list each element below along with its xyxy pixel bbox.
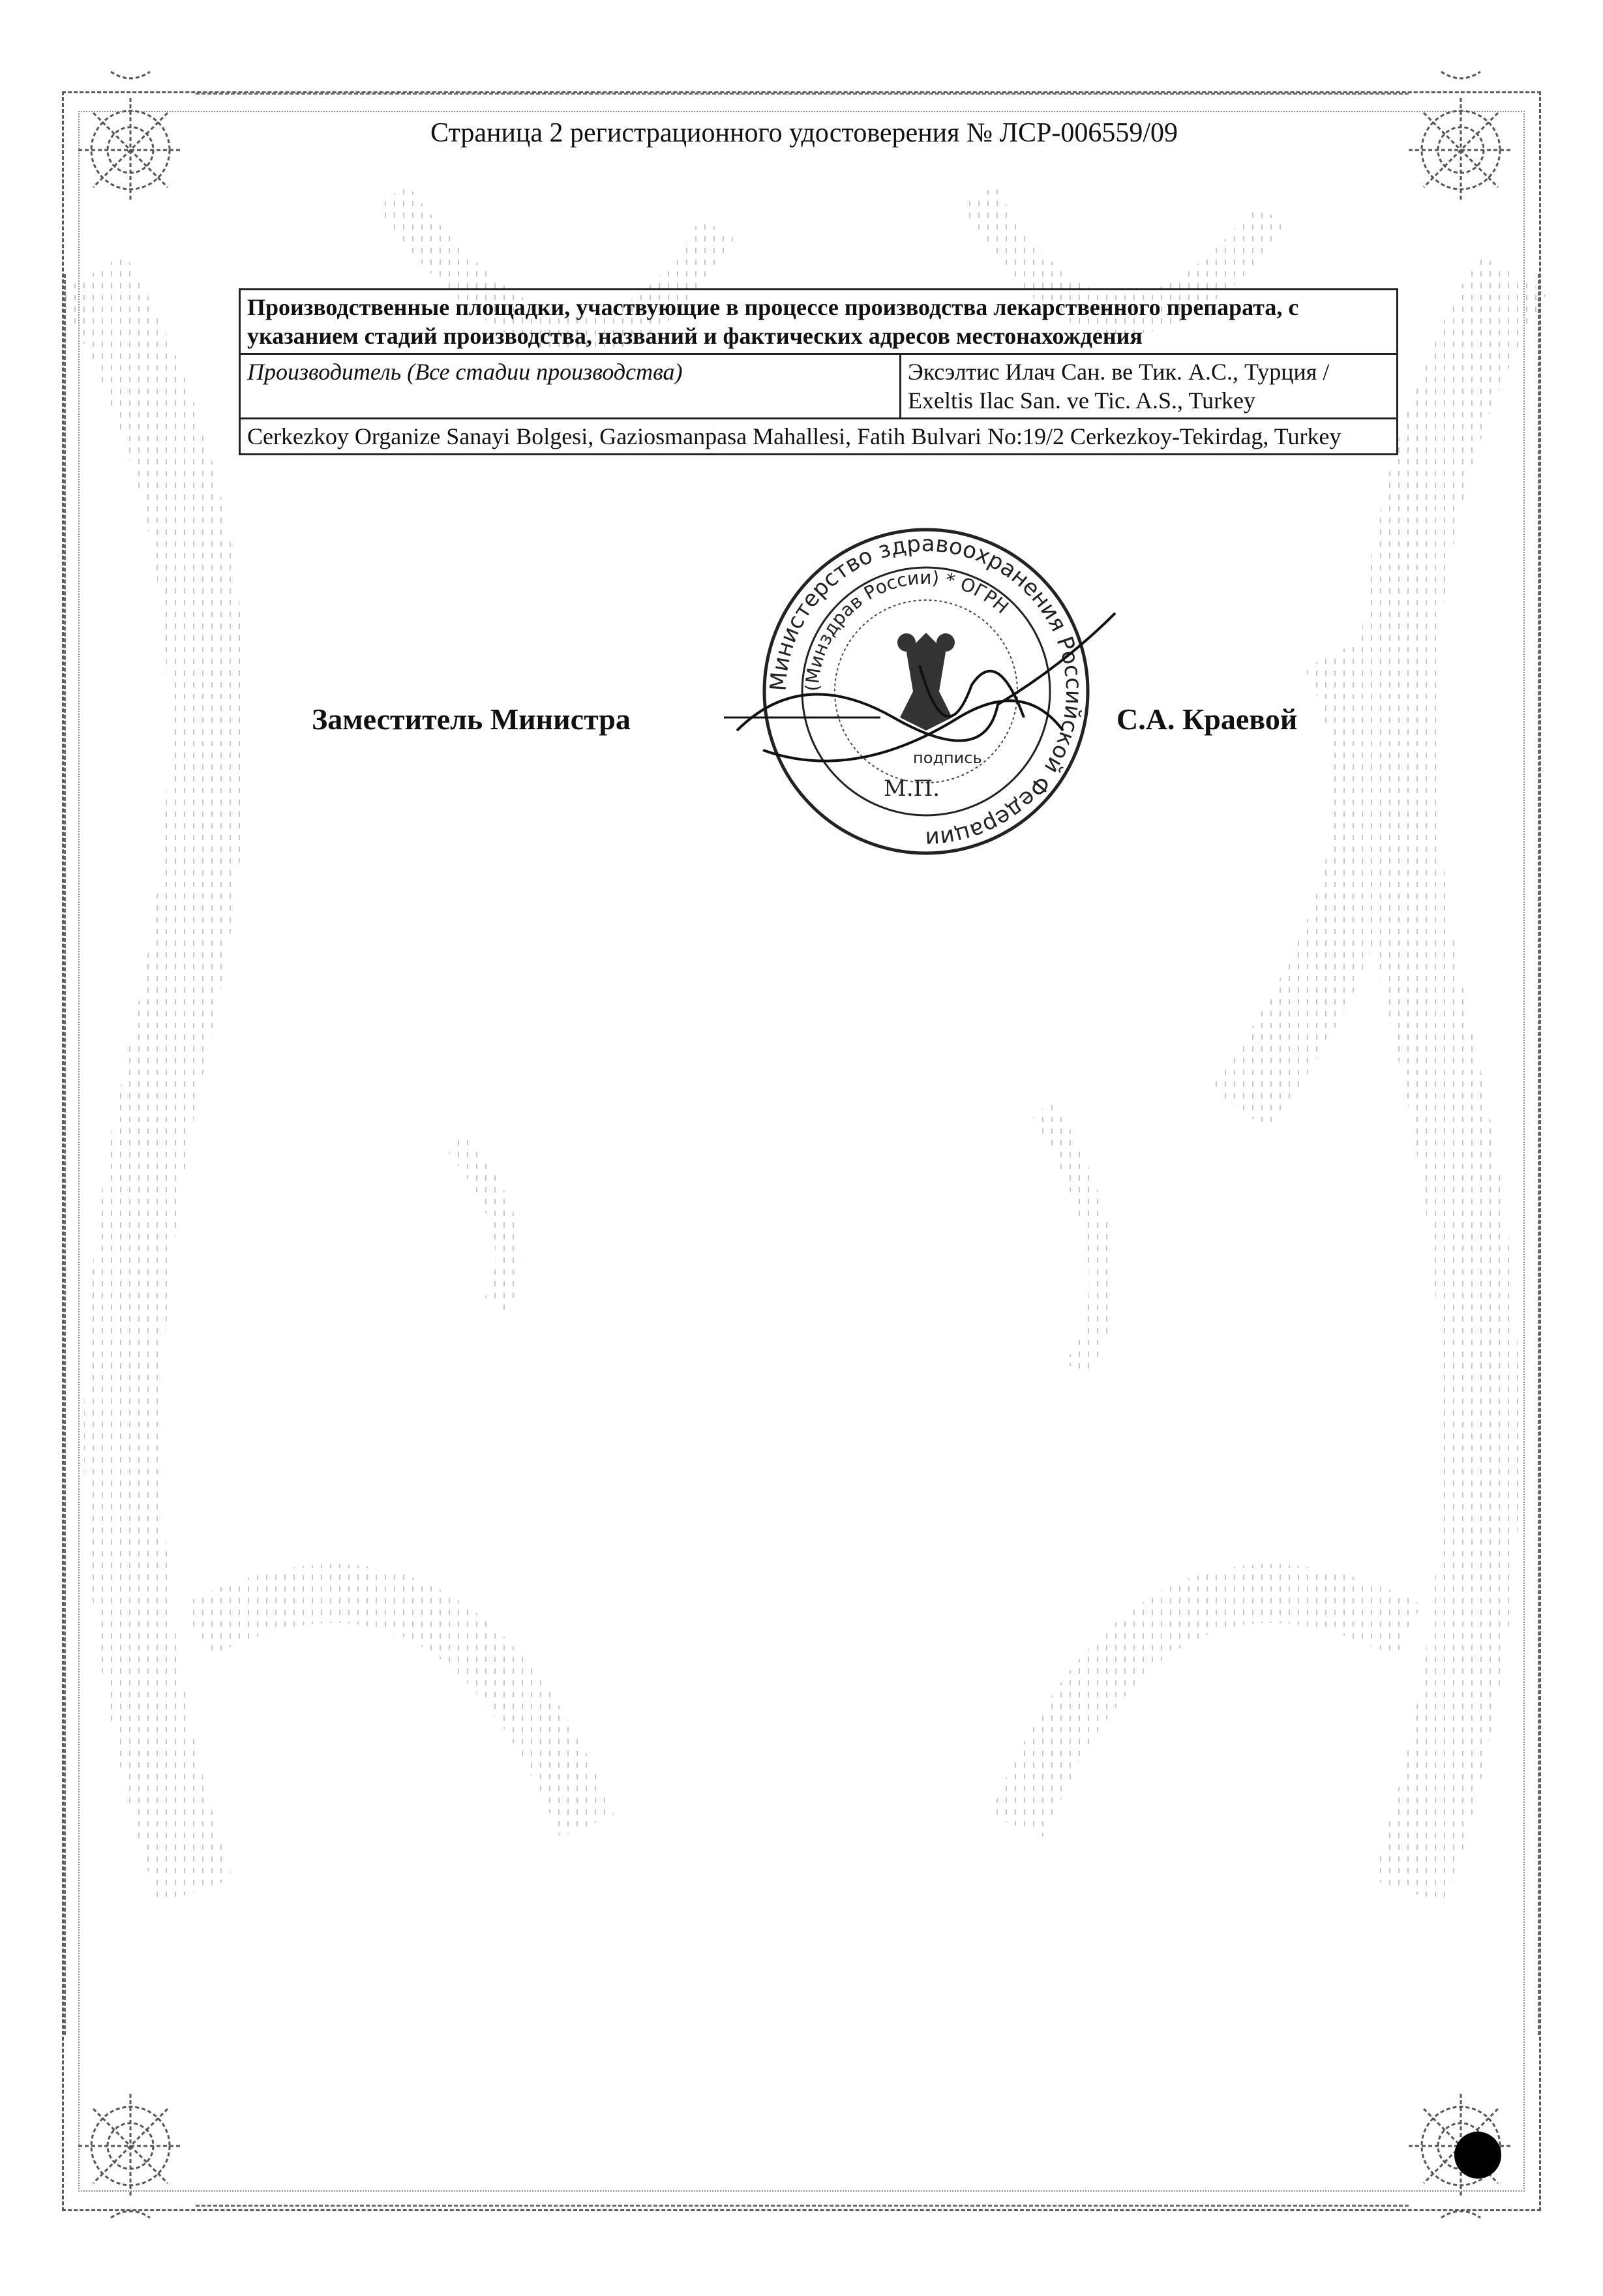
handwritten-signature (724, 587, 1180, 822)
table-row (240, 354, 1398, 419)
border-rail-right (1538, 274, 1540, 2035)
manufacturer-role: Производитель (Все стадии производства) (240, 354, 901, 419)
page-title: Страница 2 регистрационного удостоверения № ЛСР-006559/09 (430, 118, 1178, 148)
manufacturer-name-ru: Эксэлтис Илач Сан. ве Тик. А.С., Турция / (908, 359, 1330, 385)
border-rail-top (196, 93, 1409, 95)
svg-text:(Минздрав России) * ОГРН: (Минздрав России) * ОГРН (801, 566, 1013, 692)
border-rail-bottom (196, 2205, 1409, 2207)
manufacturer-address: Cerkezkoy Organize Sanayi Bolgesi, Gaziosmanpasa Mahallesi, Fatih Bulvari No:19/2 Cerkezkoy-Tekirdag, Turkey (240, 419, 1398, 455)
manufacturer-name (901, 354, 1398, 419)
svg-text:Министерство здравоохранения Р: Министерство здравоохранения Российской Федерации (765, 530, 1087, 853)
corner-rosette-icon (52, 2074, 209, 2231)
svg-text:М.П.: М.П. (884, 776, 940, 802)
signatory-name: С.А. Краевой (1116, 702, 1298, 736)
signatory-position: Заместитель Министра (312, 702, 631, 736)
corner-rosette-icon (1383, 59, 1539, 215)
table-heading: Производственные площадки, участвующие в процессе производства лекарственного препарата, с указанием стадий производства, названий и фактических адресов местонахождения (240, 290, 1398, 354)
punch-hole (1454, 2132, 1501, 2179)
svg-text:подпись: подпись (913, 749, 982, 767)
manufacturer-name-en: Exeltis Ilac San. ve Tic. A.S., Turkey (908, 387, 1256, 414)
table-row (240, 290, 1398, 354)
corner-rosette-icon (52, 59, 209, 215)
production-sites-table (239, 288, 1398, 455)
table-row (240, 419, 1398, 455)
border-rail-left (64, 274, 66, 2035)
